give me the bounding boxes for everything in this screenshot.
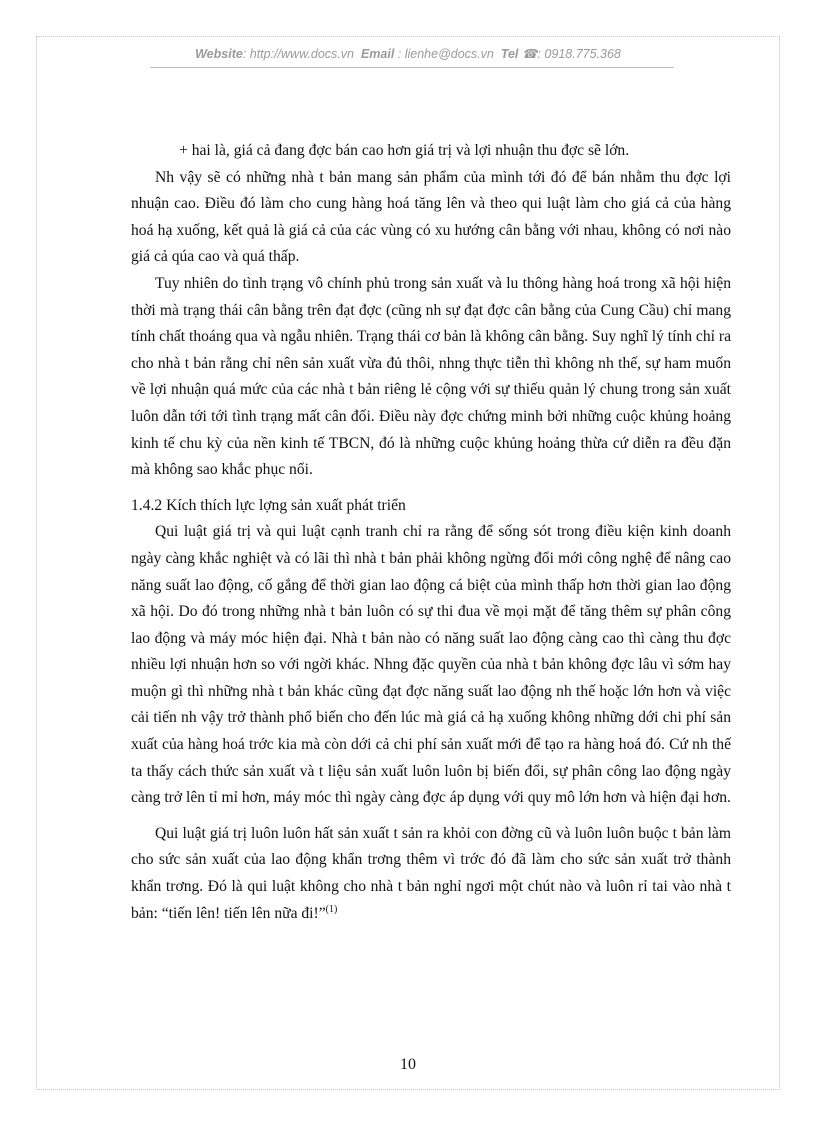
email-value: : lienhe@docs.vn [397,47,494,61]
tel-value: ☎: 0918.775.368 [521,47,621,61]
page-header [36,46,780,61]
email-label: Email [360,47,395,61]
tel-label: Tel [500,47,519,61]
paragraph-2: Nh vậy sẽ có những nhà t bản mang sản phẩm của mình tới đó để bán nhằm thu đợc lợi nhuận cao. Điều đó làm cho cung hàng hoá tăng lên và theo qui luật làm cho giá cả của hàng hoá hạ xuống, kết quả là giá cả của các vùng có xu hướng cân bằng với nhau, không có nơi nào giá cả qúa cao và quá thấp. [131,168,731,266]
section-heading: 1.4.2 Kích thích lực lợng sản xuất phát triển [131,496,406,514]
paragraph-1: + hai là, giá cả đang đợc bán cao hơn giá trị và lợi nhuận thu đợc sẽ lớn. [179,142,630,159]
page-number: 10 [400,1056,416,1073]
website-label: Website [195,47,243,61]
header-divider [150,67,674,68]
paragraph-5-text: Qui luật giá trị luôn luôn hất sản xuất t sản ra khỏi con đờng cũ và luôn luôn buộc t bản làm cho sức sản xuất của lao động khẩn trơng thêm vì trớc đó đã làm cho sức sản xuất trở thành khẩn trơng. Đó là qui luật không cho nhà t bản nghỉ ngơi một chút nào và luôn rỉ tai vào nhà t bản: “tiến lên! tiến lên nữa đi!” [131,824,731,922]
paragraph-3: Tuy nhiên do tình trạng vô chính phủ trong sản xuất và lu thông hàng hoá trong xã hội hiện thời mà trạng thái cân bằng trên đạt đợc (cũng nh sự đạt đợc cân bằng của Cung Cầu) chỉ mang tính chất thoáng qua và ngẫu nhiên. Trạng thái cơ bản là không cân bằng. Suy nghĩ lý tính chỉ ra cho nhà t bản rằng chỉ nên sản xuất vừa đủ thôi, nhng thực tiễn thì không nh thế, sự ham muốn về lợi nhuận quá mức của các nhà t bản riêng lẻ cộng với sự thiếu quản lý chung trong sản xuất luôn dẫn tới tới tình trạng mất cân đối. Điều này đợc chứng minh bởi những cuộc khủng hoảng kinh tế chu kỳ của nền kinh tế TBCN, đó là những cuộc khủng hoảng thừa cứ diễn ra đều đặn mà không sao khắc phục nổi. [131,274,731,479]
paragraph-4: Qui luật giá trị và qui luật cạnh tranh chỉ ra rằng để sống sót trong điều kiện kinh doanh ngày càng khắc nghiệt và có lãi thì nhà t bản phải không ngừng đổi mới công nghệ để nâng cao năng suất lao động, cố gắng để thời gian lao động cá biệt của mình thấp hơn thời gian lao động xã hội. Do đó trong những nhà t bản luôn có sự thi đua về mọi mặt để tăng thêm sự phân công lao động và máy móc hiện đại. Nhà t bản nào có năng suất lao động càng cao thì càng thu đợc nhiều lợi nhuận hơn so với ngời khác. Nhng đặc quyền của nhà t bản không đợc lâu vì sớm hay muộn gì thì những nhà t bản khác cũng đạt đợc năng suất lao động nh thế hoặc lớn hơn và việc cải tiến nh vậy trở thành phổ biến cho đến lúc mà giá cả hạ xuống không những dới chi phí sản xuất của hàng hoá trớc kia mà còn dới cả chi phí sản xuất mới để tạo ra hàng hoá đó. Cứ nh thế ta thấy cách thức sản xuất và t liệu sản xuất luôn luôn bị biến đổi, sự phân công lao động ngày càng trở lên tỉ mỉ hơn, máy móc thì ngày càng đợc áp dụng với quy mô lớn hơn và hiện đại hơn. [131,523,731,807]
document-body [131,138,731,927]
footnote-reference: (1) [325,903,338,915]
paragraph-5 [131,821,731,927]
website-value: : http://www.docs.vn [242,47,354,61]
